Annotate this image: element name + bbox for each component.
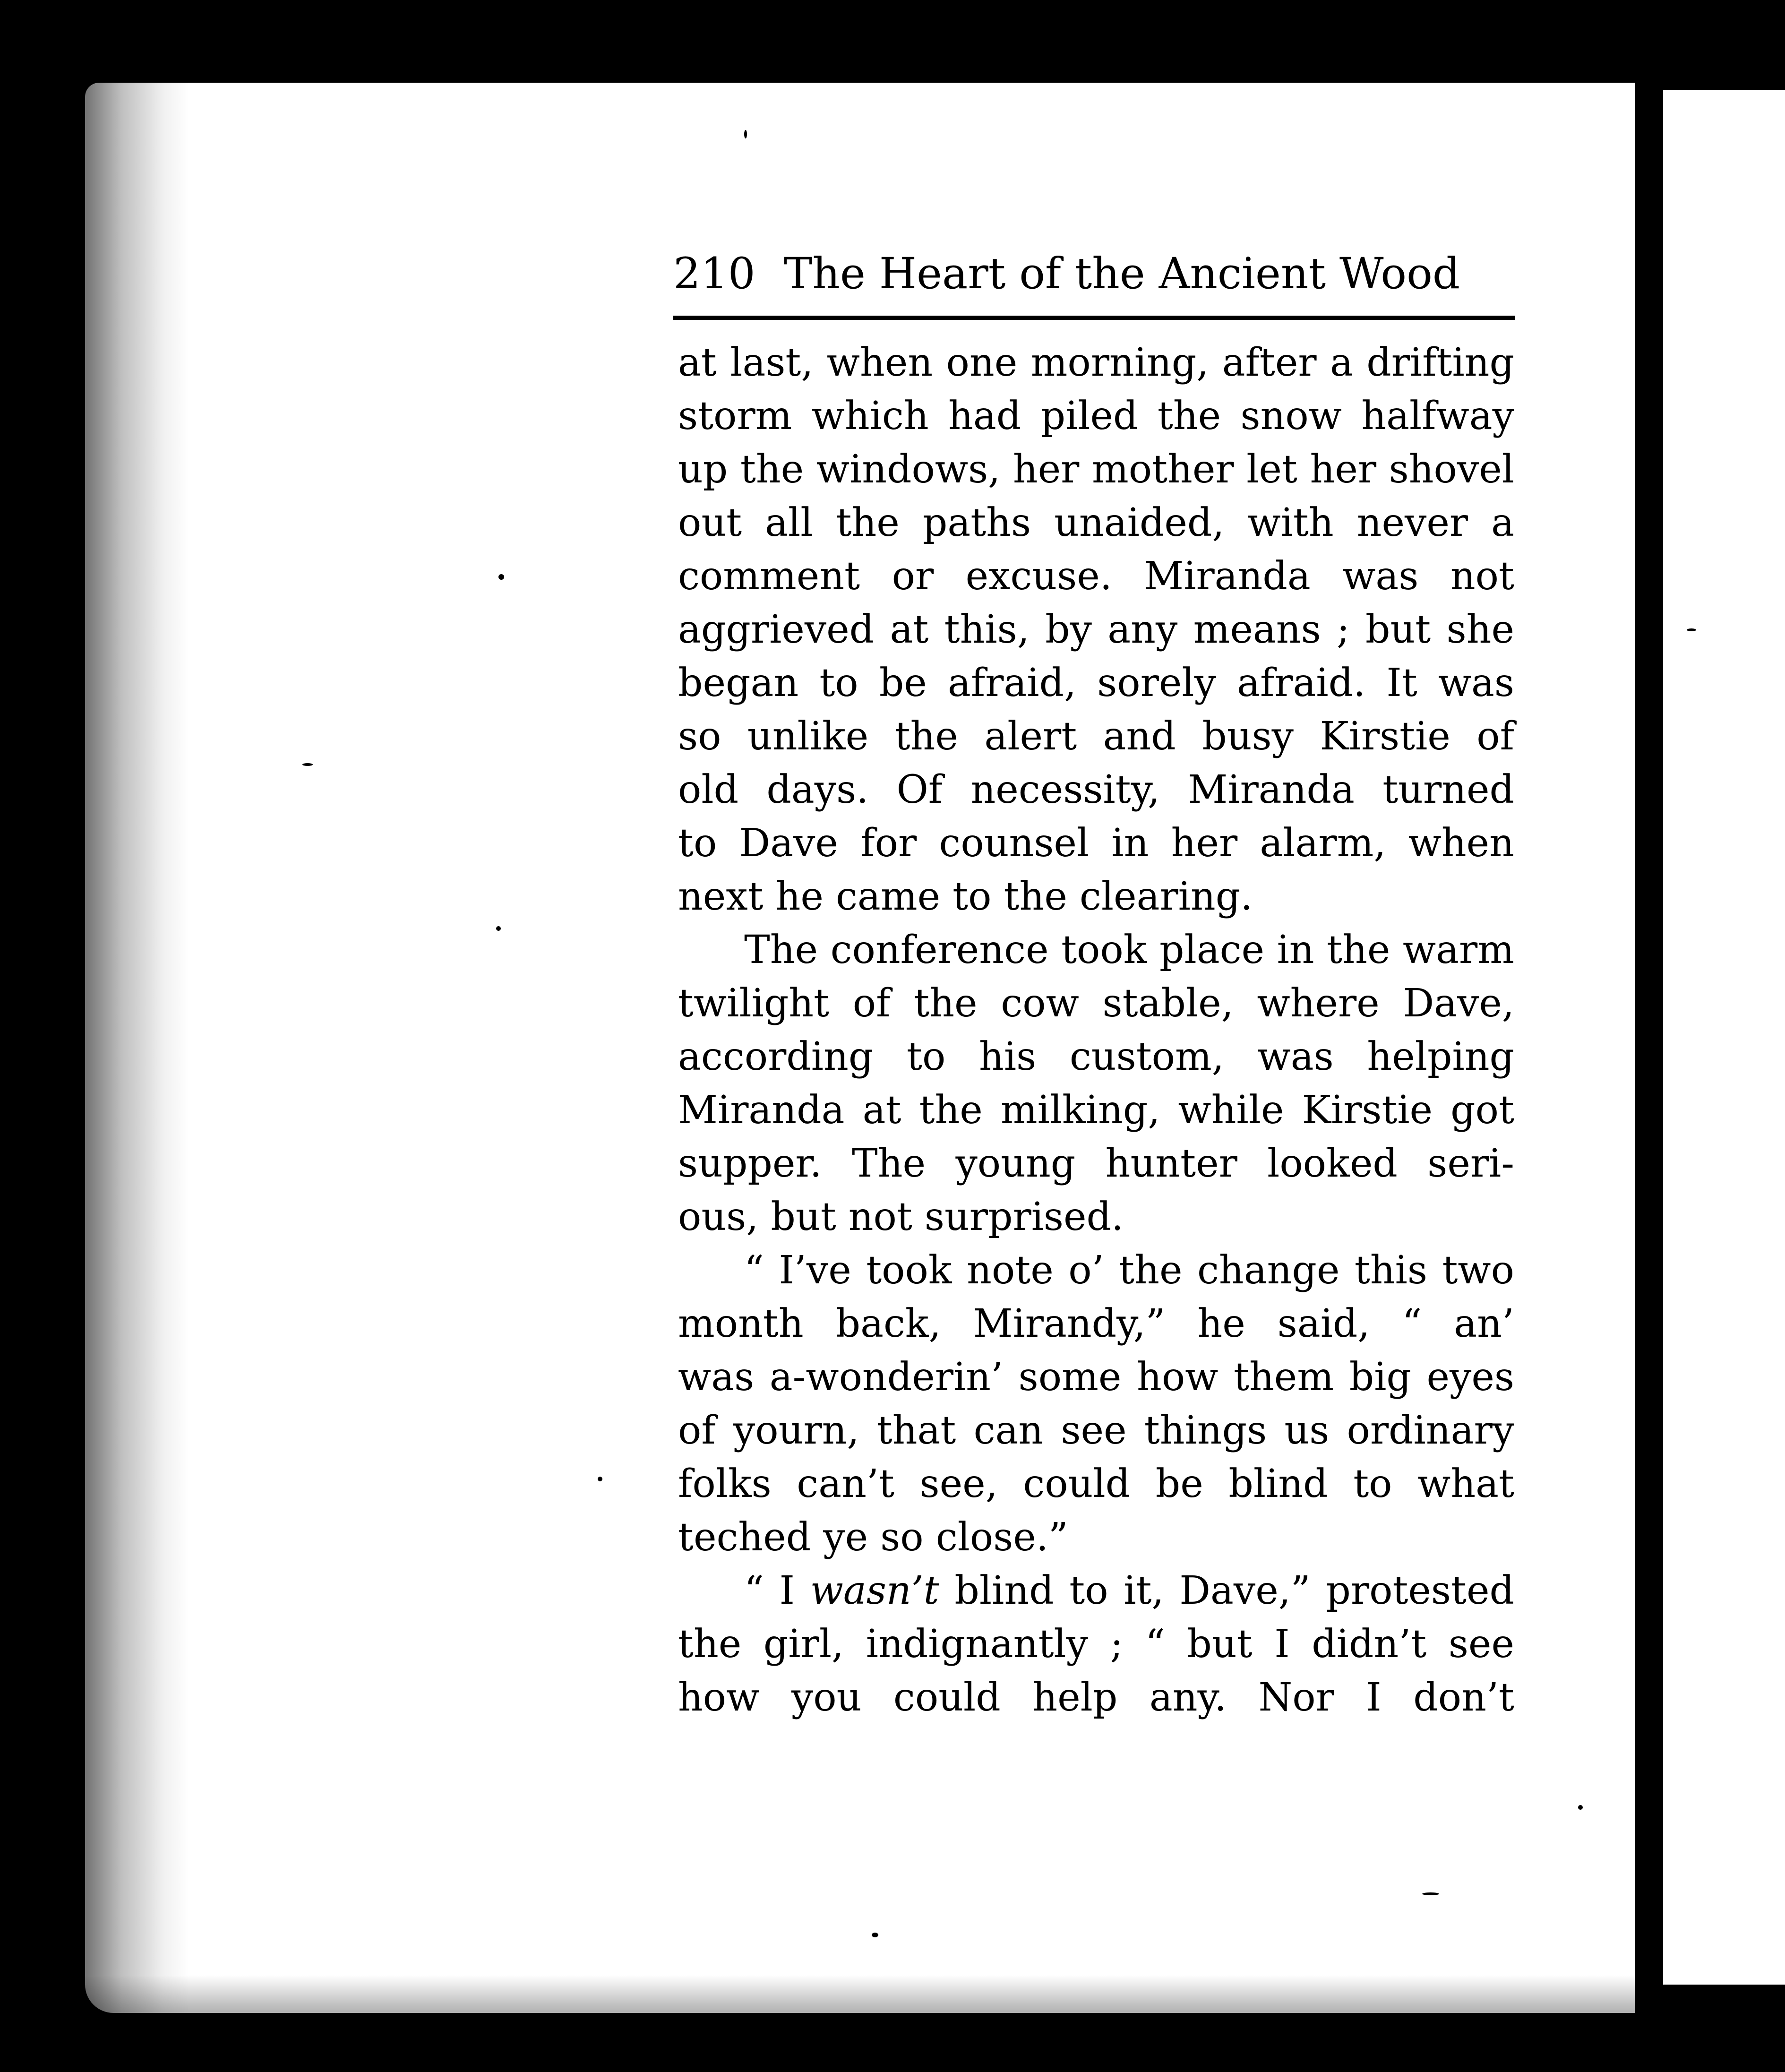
text-line: up the windows, her mother let her shovel bbox=[678, 447, 1514, 492]
text-line: storm which had piled the snow halfway bbox=[678, 394, 1514, 438]
paragraph-end-line: teched ye so close.” bbox=[678, 1515, 1068, 1560]
text-line: twilight of the cow stable, where Dave, bbox=[678, 981, 1514, 1026]
dust-speck bbox=[496, 926, 501, 931]
running-head bbox=[673, 239, 1512, 310]
paragraph-end-line: next he came to the clearing. bbox=[678, 874, 1253, 919]
text-line: month back, Mirandy,” he said, “ an’ bbox=[678, 1301, 1514, 1346]
text-line: of yourn, that can see things us ordinary bbox=[678, 1408, 1514, 1453]
page-number: 210 bbox=[673, 249, 755, 299]
text-line: out all the paths unaided, with never a bbox=[678, 500, 1514, 545]
paragraph-start-line: “ I’ve took note o’ the change this two bbox=[744, 1248, 1514, 1293]
dust-speck bbox=[1155, 61, 1160, 68]
text-line: according to his custom, was helping bbox=[678, 1034, 1514, 1079]
dust-speck bbox=[1687, 628, 1696, 631]
text-line: how you could help any. Nor I don’t bbox=[678, 1675, 1514, 1720]
text-line: began to be afraid, sorely afraid. It was bbox=[678, 661, 1514, 705]
gutter-shadow bbox=[85, 83, 189, 2013]
text-line: aggrieved at this, by any means ; but she bbox=[678, 607, 1514, 652]
facing-page-strip bbox=[1663, 90, 1785, 1985]
header-rule bbox=[673, 316, 1515, 320]
dust-speck bbox=[1578, 1805, 1583, 1810]
text-line: supper. The young hunter looked seri- bbox=[678, 1141, 1514, 1186]
text-line: Miranda at the milking, while Kirstie got bbox=[678, 1088, 1514, 1133]
dust-speck bbox=[598, 1477, 602, 1481]
text-line: folks can’t see, could be blind to what bbox=[678, 1462, 1514, 1506]
text-line: to Dave for counsel in her alarm, when bbox=[678, 821, 1514, 866]
dust-speck bbox=[498, 574, 504, 580]
paragraph-start-line bbox=[678, 1564, 1514, 1617]
bottom-edge-shadow bbox=[85, 1975, 1644, 2018]
dust-speck bbox=[744, 130, 747, 138]
text-line: so unlike the alert and busy Kirstie of bbox=[678, 714, 1514, 759]
text-line: comment or excuse. Miranda was not bbox=[678, 554, 1514, 599]
paragraph-start-line: The conference took place in the warm bbox=[744, 928, 1514, 972]
text-line: at last, when one morning, after a drifting bbox=[678, 340, 1514, 385]
quote-rest: blind to it, Dave,” protested bbox=[939, 1568, 1514, 1613]
dust-speck bbox=[1422, 1892, 1439, 1895]
text-line: the girl, indignantly ; “ but I didn’t see bbox=[678, 1622, 1514, 1667]
page-edge bbox=[1635, 83, 1654, 2013]
quote-open: “ I bbox=[744, 1568, 810, 1613]
dust-speck bbox=[302, 763, 313, 766]
text-line: was a-wonderin’ some how them big eyes bbox=[678, 1355, 1514, 1400]
text-line: old days. Of necessity, Miranda turned bbox=[678, 767, 1514, 812]
dust-speck bbox=[872, 1933, 878, 1937]
paragraph-end-line: ous, but not surprised. bbox=[678, 1195, 1124, 1239]
running-title: The Heart of the Ancient Wood bbox=[783, 249, 1460, 299]
emphasized-word: wasn’t bbox=[810, 1568, 939, 1613]
body-text bbox=[678, 336, 1514, 1724]
